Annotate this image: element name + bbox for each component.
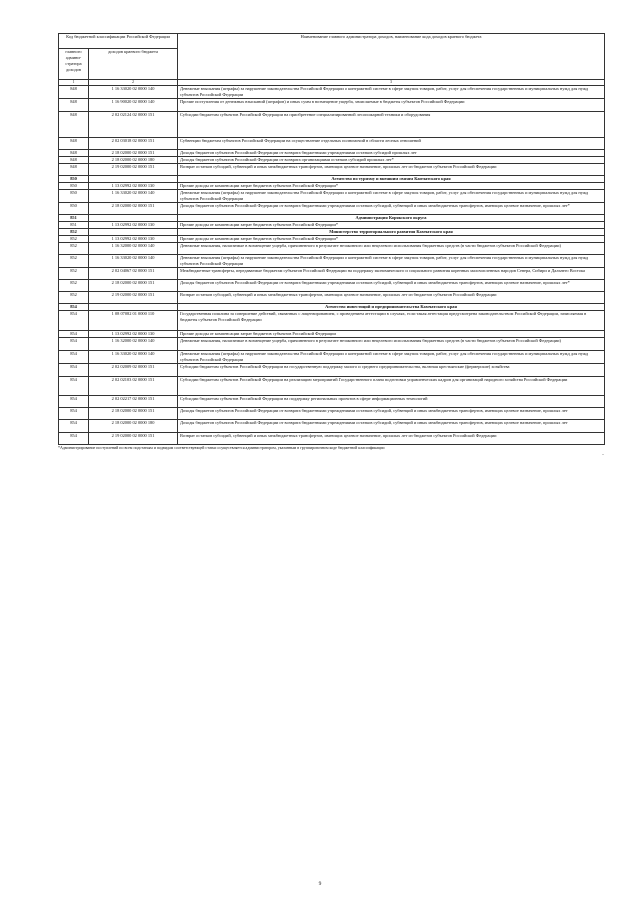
admin-code-cell: 854	[59, 376, 89, 395]
name-cell: Министерство территориального развития Камчатского края	[178, 228, 605, 235]
name-cell: Агентство по туризму и внешним связям Камчатского края	[178, 175, 605, 182]
income-code-cell: 2 18 02000 02 0000 151	[89, 407, 178, 419]
name-cell: Субвенции бюджетам субъектов Российской Федерации на осуществление отдельных полномочий в области лесных отношений	[178, 137, 605, 149]
admin-code-cell: 848	[59, 85, 89, 98]
income-code-cell: 2 18 02000 02 0000 151	[89, 149, 178, 156]
name-cell: Денежные взыскания (штрафы) за нарушение законодательства Российской Федерации о контрактной системе в сфере закупок товаров, работ, услуг для обеспечения государственных и муниципальных нужд для нужд субъектов Российской Федерации	[178, 254, 605, 267]
income-code-cell: 2 19 02000 02 0000 151	[89, 163, 178, 175]
admin-code-cell: 854	[59, 363, 89, 376]
admin-code-cell: 850	[59, 175, 89, 182]
table-row	[59, 221, 605, 228]
income-code-cell: 2 18 02000 02 0000 151	[89, 279, 178, 291]
name-cell: Субсидии бюджетам субъектов Российской Федерации на государственную поддержку малого и среднего предпринимательства, включая крестьянские (фермерские) хозяйства	[178, 363, 605, 376]
income-code-cell: 1 16 33020 02 0000 140	[89, 85, 178, 98]
table-row	[59, 432, 605, 444]
name-cell: Субсидии бюджетам субъектов Российской Федерации на приобретение специализированной лесопожарной техники и оборудования	[178, 111, 605, 137]
income-code-cell: 2 02 02217 02 0000 151	[89, 395, 178, 407]
admin-code-cell: 852	[59, 279, 89, 291]
table-row	[59, 350, 605, 363]
income-code-cell: 2 19 02000 02 0000 151	[89, 432, 178, 444]
revenue-codes-table	[58, 33, 605, 445]
header-num-3: 3	[178, 80, 605, 86]
table-row	[59, 163, 605, 175]
admin-code-cell: 851	[59, 221, 89, 228]
table-row	[59, 267, 605, 279]
admin-code-cell: 854	[59, 395, 89, 407]
admin-code-cell: 854	[59, 330, 89, 337]
admin-code-cell: 848	[59, 98, 89, 111]
income-code-cell: 2 02 04067 02 0000 151	[89, 267, 178, 279]
table-row	[59, 279, 605, 291]
admin-code-cell: 854	[59, 419, 89, 432]
admin-code-cell: 854	[59, 303, 89, 310]
admin-code-cell: 848	[59, 163, 89, 175]
name-cell: Денежные взыскания (штрафы) за нарушение законодательства Российской Федерации о контрактной системе в сфере закупок товаров, работ, услуг для обеспечения государственных и муниципальных нужд для нужд субъектов Российской Федерации	[178, 350, 605, 363]
income-code-cell: 2 02 02009 02 0000 151	[89, 363, 178, 376]
table-row	[59, 182, 605, 189]
admin-code-cell: 852	[59, 267, 89, 279]
income-code-cell: 1 13 02992 02 0000 130	[89, 235, 178, 242]
admin-code-cell: 854	[59, 310, 89, 330]
income-code-cell: 2 18 02000 02 0000 180	[89, 419, 178, 432]
table-row	[59, 137, 605, 149]
admin-code-cell: 854	[59, 337, 89, 350]
name-cell: Субсидии бюджетам субъектов Российской Федерации на поддержку региональных проектов в сфере информационных технологий	[178, 395, 605, 407]
admin-header-row	[59, 303, 605, 310]
name-cell: Денежные взыскания, налагаемые в возмещение ущерба, причиненного в результате незаконного или нецелевого использования бюджетных средств (в части бюджетов субъектов Российской Федерации)	[178, 337, 605, 350]
name-cell: Межбюджетные трансферты, передаваемые бюджетам субъектов Российской Федерации на поддержку экономического и социального развития коренных малочисленных народов Севера, Сибири и Дальнего Востока	[178, 267, 605, 279]
table-row	[59, 419, 605, 432]
income-code-cell: 2 18 02000 02 0000 151	[89, 202, 178, 214]
admin-code-cell: 850	[59, 202, 89, 214]
header-code-group: Код бюджетной классификации Российской Федерации	[59, 34, 178, 49]
table-row	[59, 363, 605, 376]
name-cell: Денежные взыскания (штрафы) за нарушение законодательства Российской Федерации о контрактной системе в сфере закупок товаров, работ, услуг для обеспечения государственных и муниципальных нужд для нужд субъектов Российской Федерации	[178, 189, 605, 202]
name-cell: Возврат остатков субсидий, субвенций и иных межбюджетных трансфертов, имеющих целевое назначение, прошлых лет из бюджетов субъектов Российской Федерации	[178, 291, 605, 303]
admin-code-cell: 851	[59, 214, 89, 221]
table-row	[59, 291, 605, 303]
income-code-cell	[89, 303, 178, 310]
name-cell: Субсидии бюджетам субъектов Российской Федерации на реализацию мероприятий Государственного плана подготовки управленческих кадров для организаций народного хозяйства Российской Федерации	[178, 376, 605, 395]
table-row	[59, 407, 605, 419]
admin-header-row	[59, 228, 605, 235]
income-code-cell	[89, 175, 178, 182]
admin-code-cell: 854	[59, 350, 89, 363]
name-cell: Денежные взыскания (штрафы) за нарушение законодательства Российской Федерации о контрактной системе в сфере закупок товаров, работ, услуг для обеспечения государственных и муниципальных нужд для нужд субъектов Российской Федерации	[178, 85, 605, 98]
name-cell: Агентство инвестиций и предпринимательства Камчатского края	[178, 303, 605, 310]
name-cell: Прочие поступления от денежных взысканий (штрафов) и иных сумм в возмещение ущерба, зачисляемые в бюджеты субъектов Российской Федерации	[178, 98, 605, 111]
name-cell: Доходы бюджетов субъектов Российской Федерации от возврата бюджетными учреждениями остатков субсидий, субвенций и иных межбюджетных трансфертов, имеющих целевое назначение, прошлых лет	[178, 407, 605, 419]
table-row	[59, 254, 605, 267]
admin-header-row	[59, 175, 605, 182]
income-code-cell: 2 18 02000 02 0000 180	[89, 156, 178, 163]
table-row	[59, 242, 605, 254]
document-page	[58, 33, 604, 459]
name-cell: Возврат остатков субсидий, субвенций и иных межбюджетных трансфертов, имеющих целевое назначение, прошлых лет из бюджетов субъектов Российской Федерации	[178, 432, 605, 444]
name-cell: Доходы бюджетов субъектов Российской Федерации от возврата бюджетными учреждениями остатков субсидий прошлых лет	[178, 149, 605, 156]
income-code-cell: 1 08 07082 01 0000 110	[89, 310, 178, 330]
table-row	[59, 337, 605, 350]
admin-code-cell: 850	[59, 182, 89, 189]
name-cell: Денежные взыскания, налагаемые в возмещение ущерба, причиненного в результате незаконного или нецелевого использования бюджетных средств (в части бюджетов субъектов Российской Федерации)	[178, 242, 605, 254]
income-code-cell: 1 16 90020 02 0000 140	[89, 98, 178, 111]
income-code-cell: 2 02 03018 02 0000 151	[89, 137, 178, 149]
table-row	[59, 395, 605, 407]
admin-code-cell: 850	[59, 189, 89, 202]
name-cell: Государственная пошлина за совершение действий, связанных с лицензированием, с проведением аттестации в случаях, если такая аттестация предусмотрена законодательством Российской Федерации, зачисляемая в бюджеты субъектов Российской Федерации	[178, 310, 605, 330]
header-income: доходов краевого бюджета	[89, 49, 178, 80]
admin-code-cell: 852	[59, 235, 89, 242]
income-code-cell: 2 02 02124 02 0000 151	[89, 111, 178, 137]
table-row	[59, 189, 605, 202]
name-cell: Прочие доходы от компенсации затрат бюджетов субъектов Российской Федерации*	[178, 221, 605, 228]
name-cell: Возврат остатков субсидий, субвенций и иных межбюджетных трансфертов, имеющих целевое назначение, прошлых лет из бюджетов субъектов Российской Федерации	[178, 163, 605, 175]
income-code-cell: 1 16 32000 02 0000 140	[89, 337, 178, 350]
admin-code-cell: 848	[59, 137, 89, 149]
admin-header-row	[59, 214, 605, 221]
name-cell: Доходы бюджетов субъектов Российской Федерации от возврата бюджетными учреждениями остатков субсидий, субвенций и иных межбюджетных трансфертов, имеющих целевое назначение, прошлых лет*	[178, 202, 605, 214]
income-code-cell: 1 16 32000 02 0000 140	[89, 242, 178, 254]
name-cell: Прочие доходы от компенсации затрат бюджетов субъектов Российской Федерации*	[178, 182, 605, 189]
name-cell: Администрация Корякского округа	[178, 214, 605, 221]
header-admin: главного админи-стратора доходов	[59, 49, 89, 80]
table-row	[59, 85, 605, 98]
table-row	[59, 310, 605, 330]
income-code-cell: 2 02 02103 02 0000 151	[89, 376, 178, 395]
income-code-cell: 1 16 33020 02 0000 140	[89, 254, 178, 267]
income-code-cell	[89, 214, 178, 221]
admin-code-cell: 852	[59, 228, 89, 235]
footnote-text: *Администрирование поступлений по всем подстатьям и подвидам соответствующей статьи осуществляется администратором, указанным в группировочном коде бюджетной классификации	[58, 444, 385, 450]
table-row	[59, 376, 605, 395]
income-code-cell: 1 16 33020 02 0000 140	[89, 189, 178, 202]
admin-code-cell: 852	[59, 291, 89, 303]
table-row	[59, 202, 605, 214]
table-row	[59, 149, 605, 156]
income-code-cell: 1 16 33020 02 0000 140	[89, 350, 178, 363]
admin-code-cell: 848	[59, 156, 89, 163]
trailing-area	[58, 451, 604, 459]
income-code-cell: 2 19 02000 02 0000 151	[89, 291, 178, 303]
header-num-1: 1	[59, 80, 89, 86]
admin-code-cell: 848	[59, 149, 89, 156]
admin-code-cell: 854	[59, 407, 89, 419]
name-cell: Прочие доходы от компенсации затрат бюджетов субъектов Российской Федерации*	[178, 235, 605, 242]
table-row	[59, 111, 605, 137]
header-num-2: 2	[89, 80, 178, 86]
page-number: 9	[318, 881, 322, 887]
table-row	[59, 235, 605, 242]
admin-code-cell: 852	[59, 242, 89, 254]
table-body	[59, 85, 605, 444]
header-name: Наименование главного администратора доходов, наименование кода доходов краевого бюджета	[178, 34, 605, 80]
income-code-cell	[89, 228, 178, 235]
table-row	[59, 98, 605, 111]
name-cell: Доходы бюджетов субъектов Российской Федерации от возврата бюджетными учреждениями остатков субсидий, субвенций и иных межбюджетных трансфертов, имеющих целевое назначение, прошлых лет	[178, 419, 605, 432]
table-row	[59, 330, 605, 337]
admin-code-cell: 854	[59, 432, 89, 444]
income-code-cell: 1 13 02992 02 0000 130	[89, 330, 178, 337]
name-cell: Прочие доходы от компенсации затрат бюджетов субъектов Российской Федерации	[178, 330, 605, 337]
trailing-mark: –	[602, 450, 604, 456]
name-cell: Доходы бюджетов субъектов Российской Федерации от возврата организациями остатков субсидий прошлых лет*	[178, 156, 605, 163]
admin-code-cell: 848	[59, 111, 89, 137]
name-cell: Доходы бюджетов субъектов Российской Федерации от возврата бюджетными учреждениями остатков субсидий, субвенций и иных межбюджетных трансфертов, имеющих целевое назначение, прошлых лет*	[178, 279, 605, 291]
table-row	[59, 156, 605, 163]
income-code-cell: 1 13 02992 02 0000 130	[89, 182, 178, 189]
income-code-cell: 1 13 02992 02 0000 130	[89, 221, 178, 228]
admin-code-cell: 852	[59, 254, 89, 267]
